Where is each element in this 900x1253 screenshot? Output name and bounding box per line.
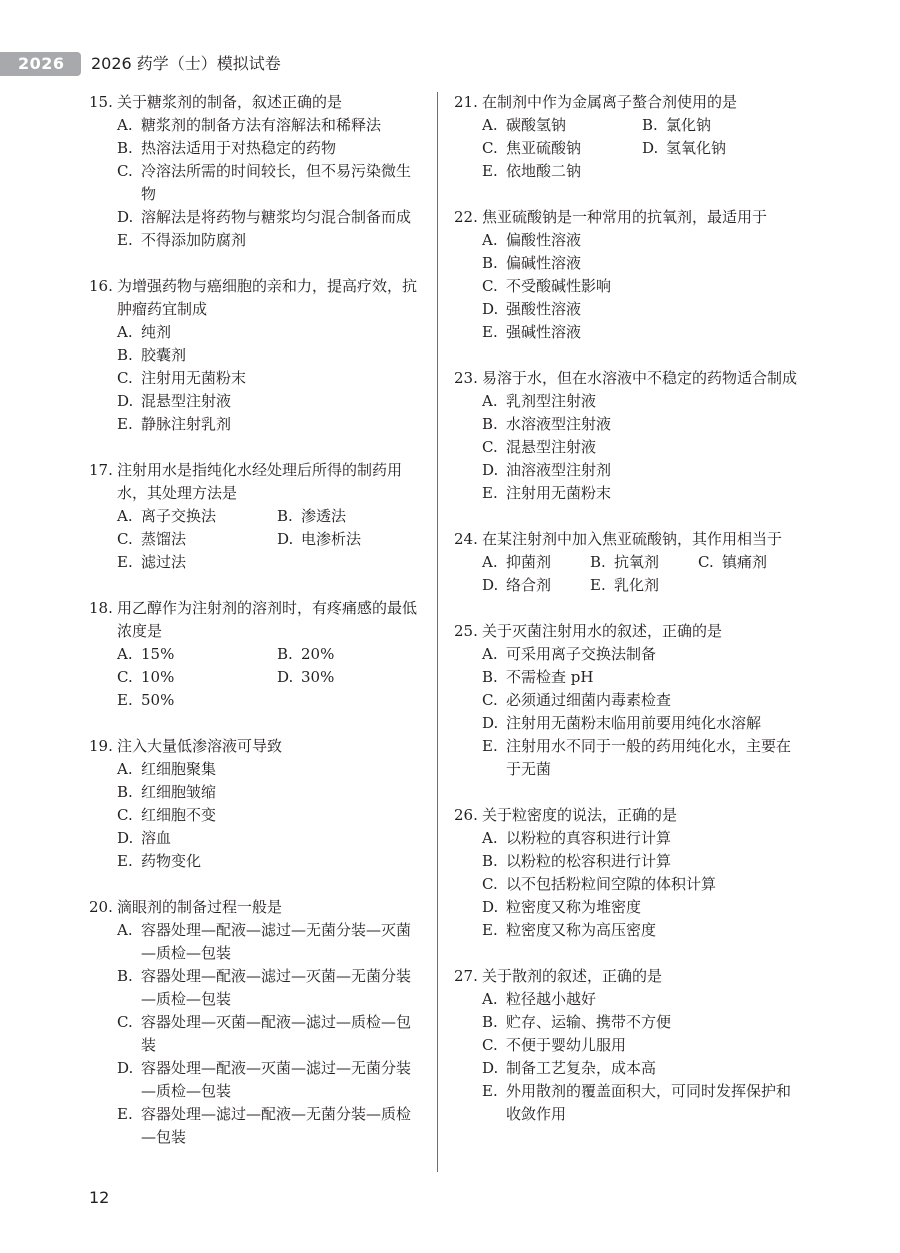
option-text: 以粉粒的松容积进行计算 [506,852,672,870]
answer-option [89,206,421,229]
answer-option [277,505,437,528]
option-text: 强酸性溶液 [506,300,582,318]
option-letter: B. [482,254,498,272]
option-letter: E. [482,323,498,341]
question-stem [89,896,421,919]
answer-option [454,689,799,712]
answer-option [454,252,799,275]
option-letter: B. [482,668,498,686]
answer-option [454,896,799,919]
option-letter: D. [642,139,659,157]
question-text: 关于糖浆剂的制备，叙述正确的是 [117,93,343,111]
option-text: 纯剂 [141,323,172,341]
question-number: 26. [454,806,478,824]
option-text: 氯化钠 [666,116,712,134]
option-text: 焦亚硫酸钠 [506,139,582,157]
question-item [454,91,799,183]
option-letter: A. [117,760,133,778]
option-text: 溶血 [141,829,172,847]
question-number: 25. [454,622,478,640]
question-text: 用乙醇作为注射剂的溶剂时，有疼痛感的最低浓度是 [117,599,418,640]
answer-option [482,137,642,160]
option-letter: C. [117,1013,133,1031]
question-stem [454,620,799,643]
question-item [454,367,799,505]
answer-option [277,666,437,689]
option-letter: C. [117,369,133,387]
answer-option [89,850,421,873]
question-number: 21. [454,93,478,111]
running-header [0,52,900,76]
option-text: 以粉粒的真容积进行计算 [506,829,672,847]
answer-option [482,574,590,597]
option-letter: A. [117,645,133,663]
answer-option [89,758,421,781]
answer-option [454,390,799,413]
answer-option [89,1011,421,1057]
option-letter: C. [482,139,498,157]
left-column [89,91,421,1172]
option-text: 胶囊剂 [141,346,187,364]
answer-option [117,505,277,528]
option-text: 不便于婴幼儿服用 [506,1036,627,1054]
option-text: 混悬型注射液 [141,392,232,410]
answer-option [698,551,806,574]
option-text: 30% [301,668,335,686]
option-letter: C. [117,162,133,180]
answer-option [89,344,421,367]
option-text: 制备工艺复杂，成本高 [506,1059,657,1077]
option-letter: A. [117,507,133,525]
answer-option [482,551,590,574]
right-column [454,91,799,1149]
option-letter: B. [117,783,133,801]
option-text: 注射用无菌粉末临用前要用纯化水溶解 [506,714,762,732]
option-text: 热溶法适用于对热稳定的药物 [141,139,337,157]
option-letter: E. [482,1082,498,1100]
option-letter: E. [482,737,498,755]
answer-option [642,114,802,137]
option-text: 15% [141,645,175,663]
option-text: 静脉注射乳剂 [141,415,232,433]
option-letter: C. [482,277,498,295]
option-text: 乳剂型注射液 [506,392,597,410]
answer-option [454,321,799,344]
option-text: 络合剂 [506,576,552,594]
answer-option [454,850,799,873]
option-letter: E. [117,1105,133,1123]
option-text: 容器处理—配液—滤过—无菌分装—灭菌—质检—包装 [141,921,412,962]
option-text: 乳化剂 [614,576,660,594]
question-text: 关于粒密度的说法，正确的是 [482,806,678,824]
column-divider [437,92,438,1172]
question-stem [89,735,421,758]
option-letter: E. [117,852,133,870]
option-text: 离子交换法 [141,507,217,525]
answer-option [117,666,277,689]
option-text: 镇痛剂 [722,553,768,571]
option-text: 可采用离子交换法制备 [506,645,657,663]
option-letter: C. [117,806,133,824]
option-letter: C. [482,438,498,456]
year-tab: 2026 [0,52,81,76]
question-number: 22. [454,208,478,226]
question-text: 易溶于水，但在水溶液中不稳定的药物适合制成 [482,369,798,387]
option-letter: A. [482,645,498,663]
answer-option [117,643,277,666]
option-letter: B. [642,116,658,134]
answer-option [89,1057,421,1103]
option-text: 容器处理—滤过—配液—无菌分装—质检—包装 [141,1105,412,1146]
option-letter: D. [482,461,499,479]
option-text: 粒径越小越好 [506,990,597,1008]
option-letter: D. [117,392,134,410]
option-letter: E. [117,415,133,433]
answer-option [89,321,421,344]
answer-option [454,229,799,252]
option-text: 电渗析法 [301,530,362,548]
answer-option [482,160,642,183]
option-letter: C. [698,553,714,571]
question-stem [454,965,799,988]
answer-option [89,229,421,252]
answer-option [454,482,799,505]
question-item [454,965,799,1126]
answer-option [89,919,421,965]
option-text: 以不包括粉粒间空隙的体积计算 [506,875,717,893]
option-letter: E. [117,231,133,249]
option-text: 贮存、运输、携带不方便 [506,1013,672,1031]
answer-option-grid [89,643,421,712]
option-letter: A. [482,392,498,410]
option-letter: E. [482,921,498,939]
option-letter: B. [482,415,498,433]
option-text: 50% [141,691,175,709]
option-text: 粒密度又称为高压密度 [506,921,657,939]
question-number: 23. [454,369,478,387]
answer-option [454,436,799,459]
option-letter: E. [590,576,606,594]
option-letter: D. [482,1059,499,1077]
answer-option-grid [454,551,799,597]
option-text: 油溶液型注射剂 [506,461,612,479]
question-item [454,528,799,597]
answer-option [89,1103,421,1149]
page-number: 12 [89,1188,110,1207]
option-text: 偏碱性溶液 [506,254,582,272]
book-title: 2026 药学（士）模拟试卷 [91,54,281,73]
option-letter: D. [482,300,499,318]
option-letter: B. [117,346,133,364]
option-text: 混悬型注射液 [506,438,597,456]
question-number: 17. [89,461,113,479]
question-item [89,597,421,712]
option-text: 20% [301,645,335,663]
answer-option [454,275,799,298]
answer-option [454,988,799,1011]
answer-option [454,735,799,781]
question-stem [454,528,799,551]
answer-option [590,574,698,597]
answer-option [89,804,421,827]
answer-option [454,1011,799,1034]
question-stem [89,275,421,321]
option-text: 容器处理—灭菌—配液—滤过—质检—包装 [141,1013,412,1054]
answer-option [89,781,421,804]
answer-option [89,390,421,413]
question-stem [89,597,421,643]
answer-option [89,367,421,390]
answer-option [89,160,421,206]
option-letter: A. [117,921,133,939]
question-text: 在制剂中作为金属离子螯合剂使用的是 [482,93,738,111]
option-letter: B. [590,553,606,571]
question-number: 16. [89,277,113,295]
option-letter: C. [482,1036,498,1054]
question-item [89,459,421,574]
answer-option [89,413,421,436]
question-stem [454,206,799,229]
question-number: 18. [89,599,113,617]
answer-option [89,965,421,1011]
option-letter: D. [117,208,134,226]
option-text: 注射用无菌粉末 [506,484,612,502]
question-stem [454,367,799,390]
answer-option [454,459,799,482]
question-stem [454,91,799,114]
option-letter: C. [482,875,498,893]
option-text: 药物变化 [141,852,202,870]
question-text: 滴眼剂的制备过程一般是 [117,898,283,916]
option-text: 蒸馏法 [141,530,187,548]
answer-option [117,551,277,574]
option-letter: C. [117,530,133,548]
option-letter: C. [482,691,498,709]
option-letter: D. [482,714,499,732]
answer-option [590,551,698,574]
option-letter: A. [482,829,498,847]
question-number: 15. [89,93,113,111]
question-text: 注射用水是指纯化水经处理后所得的制药用水，其处理方法是 [117,461,403,502]
option-text: 外用散剂的覆盖面积大，可同时发挥保护和收敛作用 [506,1082,792,1123]
question-text: 注入大量低渗溶液可导致 [117,737,283,755]
answer-option [454,712,799,735]
option-letter: D. [482,576,499,594]
answer-option [277,643,437,666]
option-text: 偏酸性溶液 [506,231,582,249]
answer-option [89,827,421,850]
answer-option [454,919,799,942]
question-number: 24. [454,530,478,548]
option-text: 不需检查 pH [506,668,594,686]
answer-option [454,666,799,689]
option-text: 抑菌剂 [506,553,552,571]
answer-option [454,1057,799,1080]
option-text: 冷溶法所需的时间较长，但不易污染微生物 [141,162,412,203]
option-text: 强碱性溶液 [506,323,582,341]
question-item [89,896,421,1149]
option-text: 红细胞皱缩 [141,783,217,801]
option-letter: D. [117,829,134,847]
question-item [454,206,799,344]
answer-option [454,1080,799,1126]
option-text: 红细胞不变 [141,806,217,824]
option-letter: E. [117,553,133,571]
question-item [89,735,421,873]
question-item [454,620,799,781]
option-text: 粒密度又称为堆密度 [506,898,642,916]
option-letter: E. [482,484,498,502]
answer-option [454,873,799,896]
option-letter: A. [482,231,498,249]
option-text: 注射用水不同于一般的药用纯化水，主要在于无菌 [506,737,792,778]
option-text: 注射用无菌粉末 [141,369,247,387]
question-stem [454,804,799,827]
option-text: 容器处理—配液—灭菌—滤过—无菌分装—质检—包装 [141,1059,412,1100]
answer-option [482,114,642,137]
question-text: 焦亚硫酸钠是一种常用的抗氧剂，最适用于 [482,208,768,226]
option-text: 容器处理—配液—滤过—灭菌—无菌分装—质检—包装 [141,967,412,1008]
option-letter: A. [117,323,133,341]
option-letter: B. [482,1013,498,1031]
option-letter: D. [117,1059,134,1077]
option-letter: D. [277,668,294,686]
answer-option-grid [454,114,799,183]
question-number: 27. [454,967,478,985]
question-item [89,91,421,252]
option-letter: A. [117,116,133,134]
option-text: 不得添加防腐剂 [141,231,247,249]
option-letter: E. [117,691,133,709]
question-text: 关于散剂的叙述，正确的是 [482,967,663,985]
option-letter: A. [482,116,498,134]
option-text: 依地酸二钠 [506,162,582,180]
option-text: 水溶液型注射液 [506,415,612,433]
question-number: 19. [89,737,113,755]
option-letter: C. [117,668,133,686]
question-number: 20. [89,898,113,916]
option-letter: A. [482,990,498,1008]
option-text: 碳酸氢钠 [506,116,567,134]
answer-option [454,643,799,666]
option-letter: D. [482,898,499,916]
option-text: 滤过法 [141,553,187,571]
answer-option [277,528,437,551]
question-stem [89,91,421,114]
option-text: 溶解法是将药物与糖浆均匀混合制备而成 [141,208,412,226]
answer-option [117,528,277,551]
answer-option [642,137,802,160]
option-text: 抗氧剂 [614,553,660,571]
option-letter: A. [482,553,498,571]
option-letter: B. [117,967,133,985]
option-text: 糖浆剂的制备方法有溶解法和稀释法 [141,116,382,134]
question-item [89,275,421,436]
answer-option [454,827,799,850]
answer-option [454,413,799,436]
option-letter: B. [117,139,133,157]
option-letter: B. [277,507,293,525]
option-text: 必须通过细菌内毒素检查 [506,691,672,709]
option-letter: B. [482,852,498,870]
option-letter: B. [277,645,293,663]
option-text: 氢氧化钠 [666,139,727,157]
answer-option-grid [89,505,421,574]
question-text: 关于灭菌注射用水的叙述，正确的是 [482,622,723,640]
option-text: 10% [141,668,175,686]
option-text: 红细胞聚集 [141,760,217,778]
question-stem [89,459,421,505]
answer-option [89,137,421,160]
option-text: 不受酸碱性影响 [506,277,612,295]
answer-option [117,689,277,712]
option-letter: D. [277,530,294,548]
answer-option [454,298,799,321]
option-letter: E. [482,162,498,180]
option-text: 渗透法 [301,507,347,525]
answer-option [454,1034,799,1057]
question-item [454,804,799,942]
answer-option [89,114,421,137]
question-text: 为增强药物与癌细胞的亲和力，提高疗效，抗肿瘤药宜制成 [117,277,418,318]
question-text: 在某注射剂中加入焦亚硫酸钠，其作用相当于 [482,530,783,548]
